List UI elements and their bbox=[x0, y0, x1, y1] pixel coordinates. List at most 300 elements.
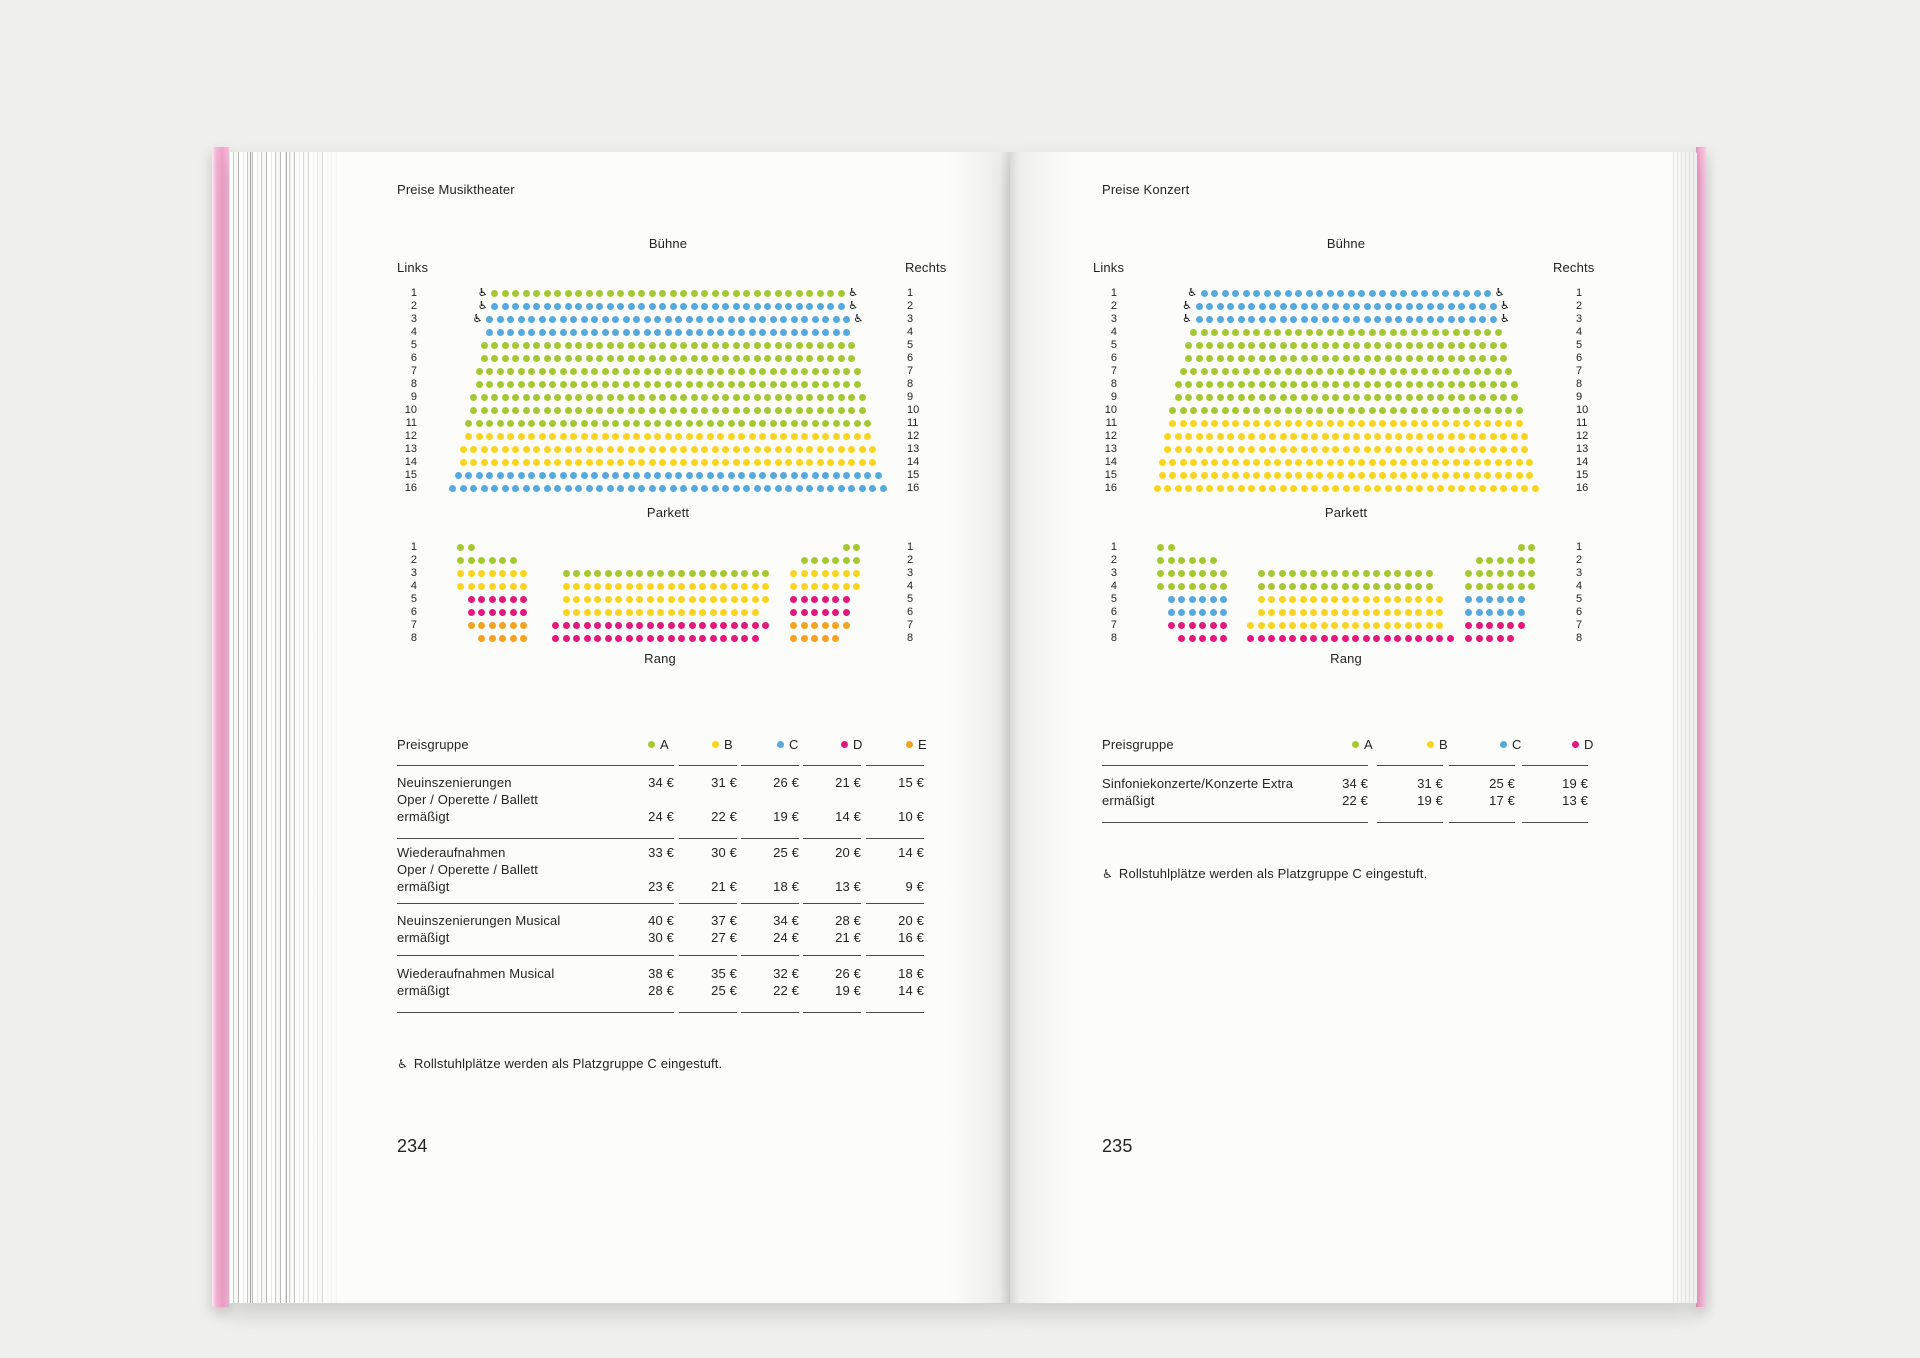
seat-dot bbox=[570, 472, 577, 479]
seat-dot bbox=[1189, 583, 1196, 590]
seat-dot bbox=[1363, 583, 1370, 590]
seat-dot bbox=[659, 303, 666, 310]
seat-dot bbox=[1469, 303, 1476, 310]
seat-dot bbox=[570, 420, 577, 427]
seat-dot bbox=[560, 368, 567, 375]
seat-dot bbox=[1185, 355, 1192, 362]
seat-dot bbox=[1238, 316, 1245, 323]
seat-dot bbox=[612, 433, 619, 440]
seat-dot bbox=[528, 472, 535, 479]
seat-dot bbox=[1463, 407, 1470, 414]
seat-dot bbox=[699, 622, 706, 629]
seat-dot bbox=[1274, 407, 1281, 414]
seat-dot bbox=[780, 329, 787, 336]
seat-dot bbox=[1322, 355, 1329, 362]
seat-dot bbox=[1526, 472, 1533, 479]
seat-dot bbox=[1394, 570, 1401, 577]
seat-dot bbox=[675, 316, 682, 323]
row-number: 7 bbox=[907, 364, 914, 377]
seat-dot bbox=[1474, 407, 1481, 414]
seat-dot bbox=[1269, 394, 1276, 401]
seat-dot bbox=[1427, 355, 1434, 362]
seat-dot bbox=[1411, 459, 1418, 466]
legend-entry bbox=[1352, 736, 1373, 753]
seat-dot bbox=[806, 485, 813, 492]
rang-seat-row-left bbox=[1168, 609, 1228, 616]
seat-dot bbox=[1157, 544, 1164, 551]
seat-dot bbox=[665, 420, 672, 427]
seat-dot bbox=[644, 472, 651, 479]
seat-dot bbox=[605, 583, 612, 590]
seat-dot bbox=[457, 583, 464, 590]
price-value-reduced: 17 € bbox=[1489, 793, 1515, 808]
seat-dot bbox=[1411, 368, 1418, 375]
seat-dot bbox=[1189, 635, 1196, 642]
rang-seat-row-center bbox=[552, 635, 759, 642]
seat-dot bbox=[617, 303, 624, 310]
price-row-label: Wiederaufnahmen bbox=[397, 845, 506, 860]
seat-dot bbox=[722, 355, 729, 362]
seat-dot bbox=[1169, 420, 1176, 427]
seat-dot bbox=[1436, 622, 1443, 629]
seat-dot bbox=[822, 433, 829, 440]
seat-dot bbox=[612, 420, 619, 427]
seat-dot bbox=[838, 485, 845, 492]
seat-dot bbox=[1497, 583, 1504, 590]
row-number: 11 bbox=[1576, 416, 1588, 429]
legend-entry bbox=[906, 736, 927, 753]
seat-dot bbox=[584, 570, 591, 577]
seat-dot bbox=[1490, 433, 1497, 440]
seat-dot bbox=[848, 459, 855, 466]
seat-dot bbox=[733, 446, 740, 453]
seat-dot bbox=[1306, 472, 1313, 479]
seat-dot bbox=[1178, 596, 1185, 603]
seat-dot bbox=[701, 459, 708, 466]
seat-dot bbox=[1369, 290, 1376, 297]
seat-dot bbox=[586, 342, 593, 349]
seat-dot bbox=[1227, 342, 1234, 349]
seat-dot bbox=[1505, 420, 1512, 427]
seat-dot bbox=[1400, 459, 1407, 466]
seat-dot bbox=[1175, 446, 1182, 453]
seat-dot bbox=[754, 485, 761, 492]
seat-dot bbox=[1495, 459, 1502, 466]
seat-dot bbox=[827, 459, 834, 466]
seat-dot bbox=[512, 446, 519, 453]
seat-dot bbox=[573, 570, 580, 577]
seat-dot bbox=[811, 609, 818, 616]
row-number: 6 bbox=[1110, 605, 1117, 618]
seat-dot bbox=[762, 570, 769, 577]
seat-dot bbox=[720, 622, 727, 629]
seat-dot bbox=[1465, 635, 1472, 642]
seat-dot bbox=[1201, 472, 1208, 479]
seat-dot bbox=[712, 394, 719, 401]
seat-dot bbox=[1259, 394, 1266, 401]
table-rule bbox=[741, 765, 799, 766]
seat-dot bbox=[710, 583, 717, 590]
seat-dot bbox=[832, 609, 839, 616]
seat-dot bbox=[1406, 342, 1413, 349]
seat-dot bbox=[1300, 583, 1307, 590]
seat-dot bbox=[1285, 420, 1292, 427]
seat-dot bbox=[1385, 433, 1392, 440]
seat-dot bbox=[743, 407, 750, 414]
seat-dot bbox=[1465, 583, 1472, 590]
seat-dot bbox=[1220, 609, 1227, 616]
seat-dot bbox=[1495, 407, 1502, 414]
seat-dot bbox=[1306, 407, 1313, 414]
seat-dot bbox=[1175, 381, 1182, 388]
seat-dot bbox=[638, 303, 645, 310]
seat-dot bbox=[754, 355, 761, 362]
seat-dot bbox=[738, 329, 745, 336]
seat-dot bbox=[1185, 381, 1192, 388]
seat-dot bbox=[728, 329, 735, 336]
seat-dot bbox=[552, 622, 559, 629]
seat-dot bbox=[554, 355, 561, 362]
seat-dot bbox=[654, 472, 661, 479]
seat-dot bbox=[752, 635, 759, 642]
seat-dot bbox=[759, 381, 766, 388]
seat-dot bbox=[796, 355, 803, 362]
seat-dot bbox=[754, 407, 761, 414]
seat-dot bbox=[502, 342, 509, 349]
seat-dot bbox=[1264, 290, 1271, 297]
seat-dot bbox=[1310, 622, 1317, 629]
seat-dot bbox=[1201, 407, 1208, 414]
seat-dot bbox=[731, 596, 738, 603]
seat-dot bbox=[1238, 303, 1245, 310]
seat-dot bbox=[1289, 609, 1296, 616]
page-number: 234 bbox=[397, 1136, 428, 1156]
links-label: Links bbox=[397, 260, 429, 275]
seat-dot bbox=[1486, 596, 1493, 603]
row-number: 1 bbox=[907, 540, 914, 553]
parkett-seat-row bbox=[368, 433, 968, 440]
seat-dot bbox=[1458, 303, 1465, 310]
seat-dot bbox=[478, 596, 485, 603]
row-number: 6 bbox=[1576, 351, 1583, 364]
seat-dot bbox=[728, 420, 735, 427]
page-title: Preise Musiktheater bbox=[397, 182, 515, 197]
seat-dot bbox=[596, 342, 603, 349]
seat-dot bbox=[1518, 557, 1525, 564]
seat-dot bbox=[1432, 459, 1439, 466]
seat-dot bbox=[659, 446, 666, 453]
seat-dot bbox=[1363, 622, 1370, 629]
seat-dot bbox=[1442, 407, 1449, 414]
seat-dot bbox=[691, 355, 698, 362]
seat-dot bbox=[573, 609, 580, 616]
seat-dot bbox=[1310, 583, 1317, 590]
seat-dot bbox=[602, 329, 609, 336]
seat-dot bbox=[644, 381, 651, 388]
seat-dot bbox=[470, 446, 477, 453]
seat-dot bbox=[791, 381, 798, 388]
seat-dot bbox=[584, 583, 591, 590]
wheelchair-icon: ♿ bbox=[1500, 298, 1510, 312]
seat-dot bbox=[1311, 446, 1318, 453]
row-number: 9 bbox=[410, 390, 417, 403]
parkett-seat-row bbox=[1046, 355, 1646, 362]
seat-dot bbox=[1327, 329, 1334, 336]
price-row-reduced-label: ermäßigt bbox=[397, 809, 450, 824]
seat-dot bbox=[696, 420, 703, 427]
seat-dot bbox=[822, 609, 829, 616]
seat-dot bbox=[575, 355, 582, 362]
seat-dot bbox=[1332, 303, 1339, 310]
seat-dot bbox=[1280, 446, 1287, 453]
seat-dot bbox=[544, 394, 551, 401]
seat-dot bbox=[801, 368, 808, 375]
legend-entry bbox=[1500, 736, 1522, 753]
row-number: 13 bbox=[1576, 442, 1589, 455]
seat-dot bbox=[623, 420, 630, 427]
seat-dot bbox=[586, 459, 593, 466]
seat-dot bbox=[1415, 609, 1422, 616]
seat-dot bbox=[1258, 583, 1265, 590]
rang-seat-row-right bbox=[1476, 557, 1536, 564]
seat-dot bbox=[1486, 570, 1493, 577]
seat-dot bbox=[1290, 303, 1297, 310]
seat-dot bbox=[1432, 329, 1439, 336]
seat-dot bbox=[1373, 622, 1380, 629]
seat-dot bbox=[1180, 407, 1187, 414]
legend-label: D bbox=[1584, 737, 1594, 752]
seat-dot bbox=[554, 459, 561, 466]
seat-dot bbox=[1332, 316, 1339, 323]
row-number: 6 bbox=[1576, 605, 1583, 618]
seat-dot bbox=[1448, 381, 1455, 388]
seat-dot bbox=[1411, 329, 1418, 336]
table-rule bbox=[866, 765, 924, 766]
seat-dot bbox=[1220, 635, 1227, 642]
seat-dot bbox=[1248, 342, 1255, 349]
seat-dot bbox=[1238, 394, 1245, 401]
seat-dot bbox=[843, 329, 850, 336]
price-value: 31 € bbox=[711, 775, 737, 790]
price-value: 14 € bbox=[898, 845, 924, 860]
price-row-label: Oper / Operette / Ballett bbox=[397, 792, 539, 807]
parkett-seat-row bbox=[1046, 368, 1646, 375]
seat-dot bbox=[801, 329, 808, 336]
seat-dot bbox=[1238, 381, 1245, 388]
table-rule bbox=[866, 955, 924, 956]
seat-dot bbox=[790, 622, 797, 629]
seat-dot bbox=[1421, 368, 1428, 375]
seat-dot bbox=[1210, 557, 1217, 564]
seat-dot bbox=[1500, 342, 1507, 349]
seat-dot bbox=[741, 622, 748, 629]
seat-dot bbox=[1448, 316, 1455, 323]
seat-dot bbox=[1185, 433, 1192, 440]
seat-dot bbox=[615, 622, 622, 629]
seat-dot bbox=[1416, 355, 1423, 362]
row-number: 8 bbox=[1576, 377, 1583, 390]
seat-dot bbox=[827, 290, 834, 297]
seat-dot bbox=[1427, 433, 1434, 440]
price-value-reduced: 24 € bbox=[648, 809, 674, 824]
legend-label: B bbox=[1439, 737, 1448, 752]
row-number: 6 bbox=[907, 605, 914, 618]
seat-dot bbox=[670, 303, 677, 310]
seat-dot bbox=[1175, 394, 1182, 401]
seat-dot bbox=[696, 472, 703, 479]
seat-dot bbox=[801, 433, 808, 440]
seat-dot bbox=[1258, 570, 1265, 577]
seat-dot bbox=[1295, 459, 1302, 466]
seat-dot bbox=[1358, 368, 1365, 375]
price-value-reduced: 9 € bbox=[905, 879, 924, 894]
seat-dot bbox=[764, 459, 771, 466]
seat-dot bbox=[1316, 290, 1323, 297]
parkett-seat-row bbox=[1046, 472, 1646, 479]
seat-dot bbox=[675, 420, 682, 427]
seat-dot bbox=[775, 394, 782, 401]
seat-dot bbox=[1169, 459, 1176, 466]
seat-dot bbox=[1364, 316, 1371, 323]
seat-dot bbox=[675, 329, 682, 336]
row-number: 6 bbox=[1110, 351, 1117, 364]
seat-dot bbox=[733, 394, 740, 401]
seat-dot bbox=[1394, 596, 1401, 603]
seat-dot bbox=[712, 355, 719, 362]
parkett-seat-row bbox=[368, 420, 968, 427]
seat-dot bbox=[573, 622, 580, 629]
seat-dot bbox=[1311, 485, 1318, 492]
row-number: 7 bbox=[907, 618, 914, 631]
seat-dot bbox=[1511, 446, 1518, 453]
price-row-reduced-label: ermäßigt bbox=[397, 930, 450, 945]
price-value-reduced: 16 € bbox=[898, 930, 924, 945]
seat-dot bbox=[1217, 342, 1224, 349]
seat-dot bbox=[1395, 355, 1402, 362]
seat-dot bbox=[1322, 342, 1329, 349]
seat-dot bbox=[1406, 355, 1413, 362]
seat-dot bbox=[647, 622, 654, 629]
seat-dot bbox=[512, 485, 519, 492]
seat-dot bbox=[1484, 290, 1491, 297]
seat-dot bbox=[510, 583, 517, 590]
seat-dot bbox=[1238, 433, 1245, 440]
seat-dot bbox=[1406, 485, 1413, 492]
seat-dot bbox=[481, 355, 488, 362]
rang-seat-row-left bbox=[1157, 544, 1175, 551]
seat-dot bbox=[1358, 329, 1365, 336]
seat-dot bbox=[1253, 420, 1260, 427]
seat-dot bbox=[1384, 635, 1391, 642]
seat-dot bbox=[722, 342, 729, 349]
seat-dot bbox=[647, 570, 654, 577]
table-rule bbox=[679, 765, 737, 766]
seat-dot bbox=[1259, 303, 1266, 310]
seat-dot bbox=[649, 342, 656, 349]
seat-dot bbox=[607, 342, 614, 349]
parkett-label: Parkett bbox=[1324, 505, 1368, 520]
seat-dot bbox=[1222, 290, 1229, 297]
seat-dot bbox=[801, 381, 808, 388]
table-rule bbox=[1449, 822, 1515, 823]
seat-dot bbox=[1322, 446, 1329, 453]
seat-dot bbox=[1379, 459, 1386, 466]
seat-dot bbox=[780, 381, 787, 388]
seat-dot bbox=[1379, 368, 1386, 375]
row-number: 10 bbox=[1104, 403, 1117, 416]
seat-dot bbox=[1369, 368, 1376, 375]
seat-dot bbox=[491, 446, 498, 453]
seat-dot bbox=[1353, 342, 1360, 349]
seat-dot bbox=[594, 570, 601, 577]
seat-dot bbox=[1227, 485, 1234, 492]
seat-dot bbox=[1280, 433, 1287, 440]
seat-dot bbox=[1497, 570, 1504, 577]
seat-dot bbox=[1437, 394, 1444, 401]
table-rule bbox=[1102, 822, 1368, 823]
seat-dot bbox=[591, 316, 598, 323]
seat-dot bbox=[832, 596, 839, 603]
seat-dot bbox=[1516, 472, 1523, 479]
seat-dot bbox=[457, 544, 464, 551]
seat-dot bbox=[596, 355, 603, 362]
seat-dot bbox=[1178, 557, 1185, 564]
seat-dot bbox=[1199, 570, 1206, 577]
seat-dot bbox=[1210, 609, 1217, 616]
seat-dot bbox=[457, 557, 464, 564]
seat-dot bbox=[520, 570, 527, 577]
seat-dot bbox=[1379, 407, 1386, 414]
row-number: 3 bbox=[1110, 566, 1117, 579]
seat-dot bbox=[812, 329, 819, 336]
seat-dot bbox=[880, 485, 887, 492]
seat-dot bbox=[659, 394, 666, 401]
row-number: 9 bbox=[907, 390, 914, 403]
row-number: 10 bbox=[907, 403, 920, 416]
row-number: 2 bbox=[410, 553, 417, 566]
seat-dot bbox=[539, 420, 546, 427]
seat-dot bbox=[491, 303, 498, 310]
seat-dot bbox=[549, 316, 556, 323]
seat-dot bbox=[843, 316, 850, 323]
seat-dot bbox=[1217, 394, 1224, 401]
seat-dot bbox=[827, 446, 834, 453]
seat-dot bbox=[1384, 622, 1391, 629]
seat-dot bbox=[733, 407, 740, 414]
seat-dot bbox=[686, 316, 693, 323]
seat-dot bbox=[615, 609, 622, 616]
seat-dot bbox=[738, 381, 745, 388]
row-number: 14 bbox=[907, 455, 920, 468]
seat-dot bbox=[796, 342, 803, 349]
price-value-reduced: 27 € bbox=[711, 930, 737, 945]
seat-dot bbox=[1348, 368, 1355, 375]
wheelchair-icon: ♿ bbox=[848, 298, 859, 312]
seat-dot bbox=[843, 596, 850, 603]
seat-dot bbox=[1405, 635, 1412, 642]
seat-dot bbox=[822, 381, 829, 388]
seat-dot bbox=[605, 570, 612, 577]
seat-dot bbox=[647, 583, 654, 590]
row-number: 16 bbox=[404, 481, 417, 494]
seat-dot bbox=[1465, 570, 1472, 577]
seat-dot bbox=[1385, 316, 1392, 323]
seat-dot bbox=[743, 355, 750, 362]
seat-dot bbox=[1279, 570, 1286, 577]
rechts-label: Rechts bbox=[905, 260, 947, 275]
seat-dot bbox=[1416, 433, 1423, 440]
seat-dot bbox=[1327, 407, 1334, 414]
